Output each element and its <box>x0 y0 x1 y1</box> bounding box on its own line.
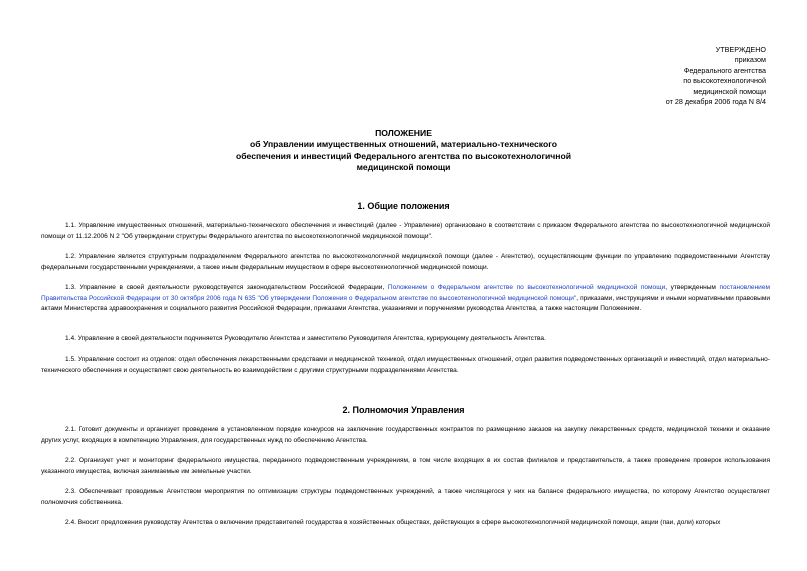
paragraph-1-5: 1.5. Управление состоит из отделов: отдел обеспечения лекарственными средствами и медицинской техникой, отдел имущественных отношений, отдел развития подведомственных организаций и инвестиций, отдел материально-технического обеспечения и осуществляет свою деятельность во взаимодействии с другими структурными подразделениями Агентства. <box>41 356 770 374</box>
paragraph-1-1: 1.1. Управление имущественных отношений, материально-технического обеспечения и инвестиций (далее - Управление) организовано в соответствии с приказом Федерального агентства по высокотехнологичной медицинской помощи от 11.12.2006 N 2 "Об утверждении структуры Федерального агентства по высокотехнологичной медицинской помощи". <box>41 222 770 240</box>
link-government-decree[interactable]: постановлением Правительства Российской Федерации от 30 октября 2006 года N 635 "Об утверждении Положения о Федеральном агентстве по высокотехнологичной медицинской помощи" <box>41 284 770 302</box>
paragraph-2-1: 2.1. Готовит документы и организует проведение в установленном порядке конкурсов на заключение государственных контрактов по размещению заказов на закупку лекарственных средств, медицинской техники и оказание других услуг, входящих в компетенцию Управления, для государственных нужд по обеспечению Агентства. <box>41 426 770 444</box>
approval-line: медицинской помощи <box>693 86 766 96</box>
approval-line: от 28 декабря 2006 года N 8/4 <box>665 97 766 107</box>
paragraph-text: , приказами, инструкциями и иными нормативными правовыми актами Министерства здравоохранения и социального развития Российской Федерации, приказами Агентства, указаниями и поручениями руководства Агентства, а также настоящим Положением. <box>41 294 770 312</box>
paragraph-1-2: 1.2. Управление является структурным подразделением Федерального агентства по высокотехнологичной медицинской помощи (далее - Агентство), осуществляющим функции по управлению подведомственными Агентству федеральными государственными учреждениями, а также иным федеральным имуществом в сфере высокотехнологичной медицинской помощи. <box>41 253 770 271</box>
paragraph-2-3: 2.3. Обеспечивает проводимые Агентством мероприятия по оптимизации структуры подведомственных учреждений, а также числящегося у них на балансе федерального имущества, по которому Агентство осуществляет полномочия собственника. <box>41 488 770 506</box>
title-line: ПОЛОЖЕНИЕ <box>375 128 432 138</box>
approval-line: по высокотехнологичной <box>683 76 766 86</box>
section-heading: 1. Общие положения <box>357 201 450 211</box>
paragraph-text: 1.3. Управление в своей деятельности руководствуется законодательством Российской Федерации, <box>65 284 388 291</box>
approval-line: Федерального агентства <box>683 65 766 75</box>
document-title <box>0 128 807 173</box>
title-line: об Управлении имущественных отношений, материально-технического <box>250 139 557 150</box>
section-heading: 2. Полномочия Управления <box>342 405 465 415</box>
title-line: обеспечения и инвестиций Федерального агентства по высокотехнологичной <box>235 150 572 161</box>
approval-line: УТВЕРЖДЕНО <box>715 45 766 54</box>
paragraph-1-3 <box>41 283 770 315</box>
approval-stamp <box>666 45 766 107</box>
paragraph-2-4: 2.4. Вносит предложения руководству Агентства о включении представителей государства в хозяйственных обществах, действующих в сфере высокотехнологичной медицинской помощи, акции (паи, доли) которых <box>65 519 721 526</box>
paragraph-2-2: 2.2. Организует учет и мониторинг федерального имущества, переданного подведомственным учреждениям, в том числе входящих в их состав филиалов и представительств, а также проведение проверок использования указанного имущества, включая занимаемые им земельные участки. <box>41 457 770 475</box>
approval-line: приказом <box>734 55 766 65</box>
link-agency-regulation[interactable]: Положением о Федеральном агентстве по высокотехнологичной медицинской помощи <box>387 284 666 291</box>
paragraph-1-4: 1.4. Управление в своей деятельности подчиняется Руководителю Агентства и заместителю Руководителя Агентства, курирующему деятельность Агентства. <box>65 335 546 342</box>
title-line: медицинской помощи <box>356 161 451 172</box>
paragraph-text: , утвержденным <box>665 284 720 291</box>
